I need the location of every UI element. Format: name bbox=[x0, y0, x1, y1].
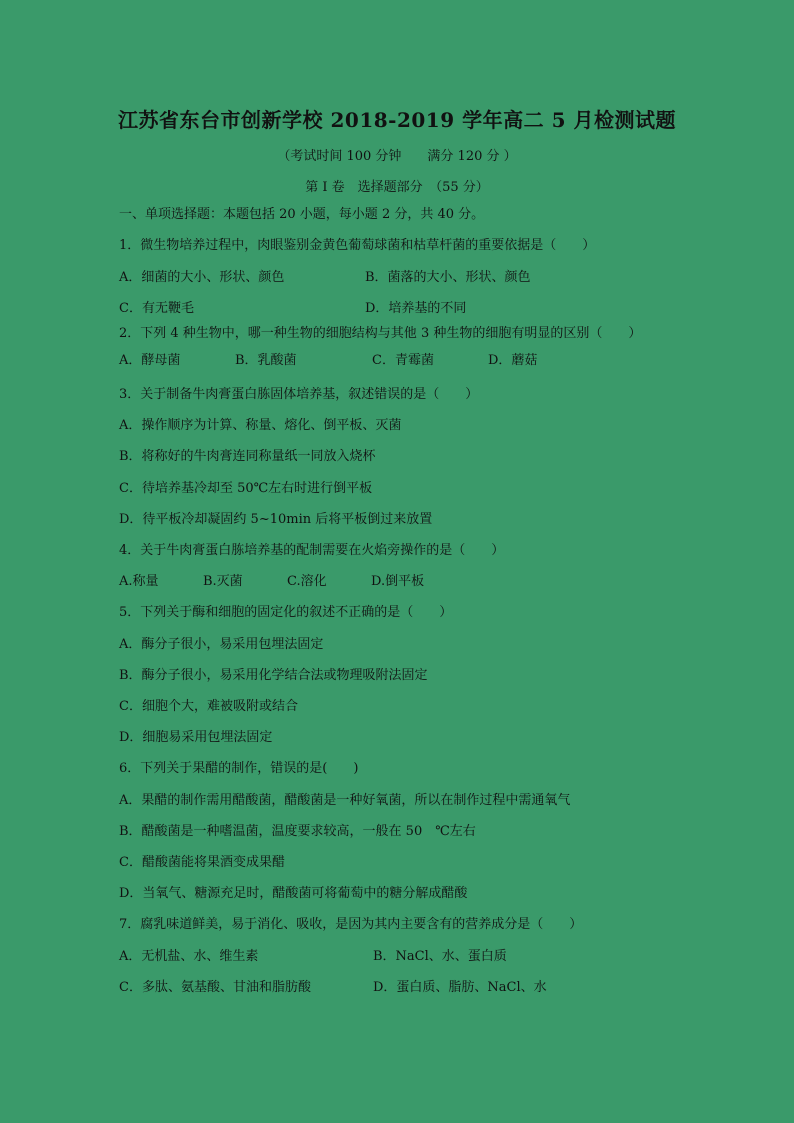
option-c: C．有无鞭毛 bbox=[119, 301, 194, 316]
option-d: D．细胞易采用包埋法固定 bbox=[119, 730, 273, 745]
option-b: B．NaCl、水、蛋白质 bbox=[373, 949, 507, 964]
question-stem: 6．下列关于果醋的制作，错误的是( ) bbox=[119, 761, 359, 776]
question-stem: 4．关于牛肉膏蛋白胨培养基的配制需要在火焰旁操作的是（ ） bbox=[119, 543, 505, 558]
exam-info: （考试时间 100 分钟 满分 120 分 ） bbox=[277, 149, 517, 164]
part-heading: 一、单项选择题：本题包括 20 小题，每小题 2 分，共 40 分。 bbox=[119, 207, 485, 222]
question-stem: 1．微生物培养过程中，肉眼鉴别金黄色葡萄球菌和枯草杆菌的重要依据是（ ） bbox=[119, 238, 596, 253]
option-b: B．菌落的大小、形状、颜色 bbox=[365, 270, 531, 285]
option-c: C．细胞个大，难被吸附或结合 bbox=[119, 699, 298, 714]
section-title: 第 I 卷 选择题部分 （55 分） bbox=[305, 180, 489, 195]
option-b: B．乳酸菌 bbox=[235, 353, 297, 368]
option-a: A．果醋的制作需用醋酸菌，醋酸菌是一种好氧菌，所以在制作过程中需通氧气 bbox=[119, 793, 571, 808]
question-stem: 7．腐乳味道鲜美，易于消化、吸收，是因为其内主要含有的营养成分是（ ） bbox=[119, 917, 583, 932]
option-a: A．酵母菌 bbox=[119, 353, 181, 368]
option-a: A．细菌的大小、形状、颜色 bbox=[119, 270, 285, 285]
option-d: D．待平板冷却凝固约 5~10min 后将平板倒过来放置 bbox=[119, 512, 433, 527]
option-d: D．蛋白质、脂肪、NaCl、水 bbox=[373, 980, 547, 995]
option-d: D．蘑菇 bbox=[488, 353, 538, 368]
option-b: B.灭菌 bbox=[203, 574, 243, 589]
option-b: B．酶分子很小，易采用化学结合法或物理吸附法固定 bbox=[119, 668, 428, 683]
option-d: D.倒平板 bbox=[371, 574, 425, 589]
option-c: C．待培养基冷却至 50℃左右时进行倒平板 bbox=[119, 481, 373, 496]
question-stem: 2．下列 4 种生物中，哪一种生物的细胞结构与其他 3 种生物的细胞有明显的区别（ ） bbox=[119, 326, 642, 341]
option-b: B．将称好的牛肉膏连同称量纸一同放入烧杯 bbox=[119, 449, 376, 464]
option-a: A．酶分子很小，易采用包埋法固定 bbox=[119, 637, 324, 652]
option-a: A．操作顺序为计算、称量、熔化、倒平板、灭菌 bbox=[119, 418, 402, 433]
option-c: C．青霉菌 bbox=[372, 353, 434, 368]
option-d: D．当氧气、糖源充足时，醋酸菌可将葡萄中的糖分解成醋酸 bbox=[119, 886, 468, 901]
option-a: A．无机盐、水、维生素 bbox=[119, 949, 259, 964]
option-c: C.溶化 bbox=[287, 574, 327, 589]
page-title: 江苏省东台市创新学校 2018-2019 学年高二 5 月检测试题 bbox=[118, 108, 676, 132]
option-c: C．醋酸菌能将果酒变成果醋 bbox=[119, 855, 285, 870]
option-c: C．多肽、氨基酸、甘油和脂肪酸 bbox=[119, 980, 311, 995]
question-stem: 3．关于制备牛肉膏蛋白胨固体培养基，叙述错误的是（ ） bbox=[119, 387, 479, 402]
option-d: D．培养基的不同 bbox=[365, 301, 467, 316]
option-b: B．醋酸菌是一种嗜温菌，温度要求较高，一般在 50 ℃左右 bbox=[119, 824, 476, 839]
option-a: A.称量 bbox=[119, 574, 159, 589]
question-stem: 5．下列关于酶和细胞的固定化的叙述不正确的是（ ） bbox=[119, 605, 453, 620]
